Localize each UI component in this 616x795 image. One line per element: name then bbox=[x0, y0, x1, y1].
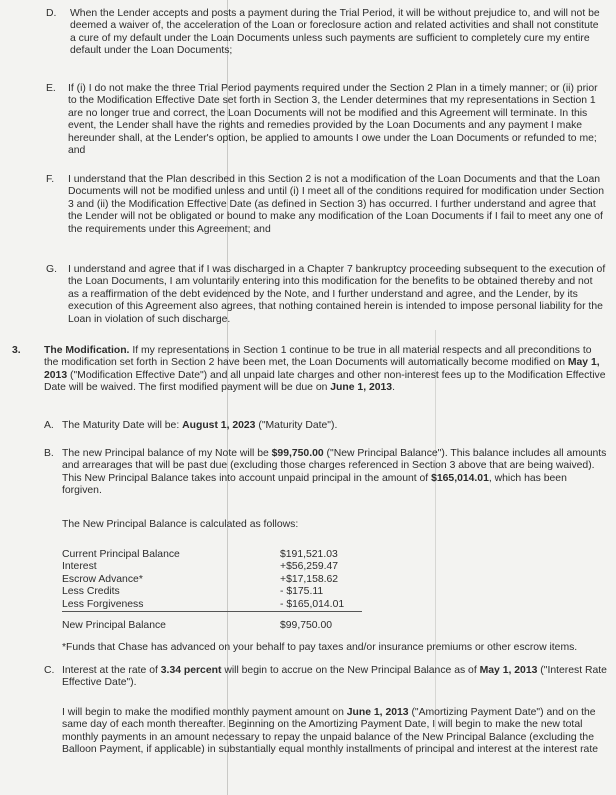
item-g-text: I understand and agree that if I was discharged in a Chapter 7 bankruptcy proceeding subsequent to the execution of the Loan Documents, I am voluntarily entering into this modification for the benefits to be obtained thereby and not as a reaffirmation of the debt evidenced by the Note, and I further understand and agree, and the Lender, by its execution of this Agreement also agrees, that nothing contained herein is intended to impose personal liability for the Loan in violation of such discharge. bbox=[68, 264, 606, 325]
balance-row bbox=[62, 549, 362, 561]
item-3a-body-b: ("Maturity Date"). bbox=[255, 420, 338, 431]
section-3-text bbox=[44, 345, 608, 395]
maturity-date: August 1, 2023 bbox=[182, 420, 256, 431]
item-3a-label: A. bbox=[44, 420, 54, 431]
forgiven-principal-amount: $165,014.01 bbox=[431, 472, 489, 484]
amortizing-payment-date: June 1, 2013 bbox=[346, 707, 409, 718]
item-e-text: If (i) I do not make the three Trial Period payments required under the Section 2 Plan in a timely manner; or (ii) prior to the Modification Effective Date set forth in Section 3, the Lender determines that my representations in Section 1 are no longer true and correct, the Loan Documents will not be modified and this Agreement will terminate. In this event, the Lender shall have the rights and remedies provided by the Loan Documents and any payment I make hereunder shall, at the Lender's option, be applied to amounts I owe under the Loan Documents or refunded to me; and bbox=[68, 83, 598, 157]
interest-rate: 3.34 percent bbox=[160, 665, 222, 676]
balance-row bbox=[62, 599, 362, 612]
item-3b-body-c: , which has been forgiven. bbox=[62, 472, 567, 497]
item-f-label: F. bbox=[46, 174, 55, 185]
balance-row-value: - $175.11 bbox=[280, 586, 324, 598]
balance-row-label: Current Principal Balance bbox=[62, 549, 180, 560]
interest-rate-effective-date: May 1, 2013 bbox=[479, 665, 538, 676]
total-label: New Principal Balance bbox=[62, 620, 166, 632]
item-3b-body-a: The new Principal balance of my Note will be bbox=[62, 448, 272, 459]
total-row bbox=[62, 612, 362, 633]
section-3-body-c: . bbox=[392, 382, 395, 394]
section-3-heading: The Modification. bbox=[44, 345, 130, 356]
balance-row bbox=[62, 586, 362, 598]
item-3b-body-b: ("New Principal Balance"). This balance includes all amounts and arrearages that will be past due (excluding those charges referenced in Section 3 above that are being waived). This New Principal Balance takes into account unpaid principal in the amount of bbox=[62, 448, 607, 484]
balance-row-value: $191,521.03 bbox=[280, 549, 338, 560]
item-d-label: D. bbox=[46, 8, 57, 19]
balance-row-value: - $165,014.01 bbox=[280, 599, 362, 612]
item-3c-label: C. bbox=[44, 665, 55, 676]
new-principal-balance-amount: $99,750.00 bbox=[271, 448, 324, 459]
item-3c-body-b: will begin to accrue on the New Principal Balance as of bbox=[221, 665, 480, 676]
item-e-label: E. bbox=[46, 83, 56, 94]
balance-row-label: Less Forgiveness bbox=[62, 599, 280, 612]
item-g-label: G. bbox=[46, 264, 57, 275]
balance-calculation-table bbox=[62, 549, 362, 632]
item-f-text: I understand that the Plan described in this Section 2 is not a modification of the Loan Documents and that the Loan Documents will not be modified unless and until (i) I meet all of the conditions required for modification under Section 3 and (ii) the Modification Effective Date (as defined in Section 3) has occurred. I further understand and agree that the Lender will not be obligated or bound to make any modification of the Loan Documents if I fail to meet any one of the requirements under this Agreement; and bbox=[68, 174, 604, 235]
item-3c-body-c: ("Interest Rate Effective Date"). bbox=[62, 665, 607, 689]
item-3a-body-a: The Maturity Date will be: bbox=[62, 420, 183, 431]
section-3-number: 3. bbox=[12, 345, 21, 356]
section-3-body-b: ("Modification Effective Date") and all unpaid late charges and other non-interest fees up to the Modification Effective Date will be waived. The first modified payment will be due on bbox=[44, 369, 606, 394]
item-3c-text bbox=[62, 665, 608, 690]
balance-row-value: +$56,259.47 bbox=[280, 561, 339, 573]
item-3c-paragraph-2 bbox=[62, 707, 608, 757]
balance-row-label: Interest bbox=[62, 561, 97, 573]
escrow-footnote: *Funds that Chase has advanced on your behalf to pay taxes and/or insurance premiums or other escrow items. bbox=[62, 642, 578, 653]
item-3a-text bbox=[62, 420, 602, 432]
balance-row-label: Less Credits bbox=[62, 586, 120, 598]
item-3c-p2-body-a: I will begin to make the modified monthly payment amount on bbox=[62, 707, 347, 718]
calc-intro: The New Principal Balance is calculated as follows: bbox=[62, 519, 299, 530]
item-3b-label: B. bbox=[44, 448, 54, 459]
balance-row bbox=[62, 561, 362, 573]
modification-effective-date: May 1, 2013 bbox=[44, 357, 600, 381]
item-3b-text bbox=[62, 448, 608, 498]
balance-row-value: +$17,158.62 bbox=[280, 573, 339, 585]
item-3c-body-a: Interest at the rate of bbox=[62, 665, 161, 676]
first-payment-date: June 1, 2013 bbox=[330, 382, 393, 394]
item-d-text: When the Lender accepts and posts a payment during the Trial Period, it will be without prejudice to, and will not be deemed a waiver of, the acceleration of the Loan or foreclosure action and related activities and shall not constitute a cure of my default under the Loan Documents unless such payments are sufficient to completely cure my entire default under the Loan Documents; bbox=[70, 8, 600, 57]
balance-row-label: Escrow Advance* bbox=[62, 573, 143, 585]
balance-row bbox=[62, 574, 362, 586]
total-value: $99,750.00 bbox=[280, 620, 333, 632]
section-3-body-a: If my representations in Section 1 continue to be true in all material respects and all preconditions to the modification set forth in Section 2 have been met, the Loan Documents will automatically become modified on bbox=[44, 345, 592, 369]
item-3c-p2-body-b: ("Amortizing Payment Date") and on the same day of each month thereafter. Beginning on the Amortizing Payment Date, I will begin to make the new total monthly payments in an amount necessary to repay the unpaid balance of the New Principal Balance (excluding the Balloon Payment, if applicable) in substantially equal monthly installments of principal and interest at the interest rate bbox=[62, 707, 598, 756]
